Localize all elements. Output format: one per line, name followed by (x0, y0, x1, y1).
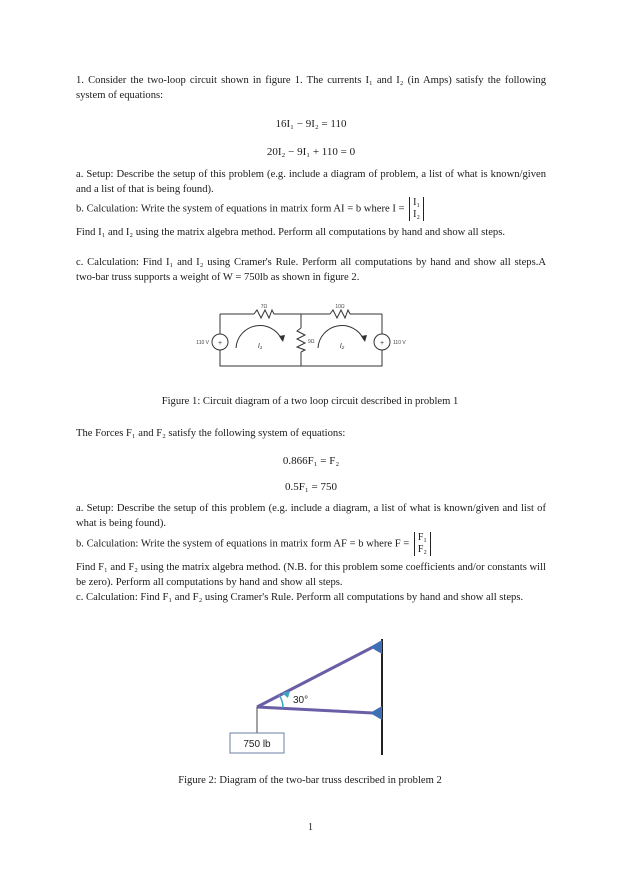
loop-1-arrowhead (279, 335, 285, 342)
label-right-source: 110 V (393, 340, 406, 346)
right-source-plus: + (379, 340, 385, 347)
problem-2-cramer: c. Calculation: Find F₁ and F₂ using Cramer's Rule. Perform all computations by hand and show all steps. (76, 592, 524, 603)
figure-1-caption: Figure 1: Circuit diagram of a two loop circuit described in problem 1 (161, 396, 459, 407)
upper-support-icon (370, 640, 382, 654)
label-loop-2: I₂ (339, 343, 345, 350)
problem-2-calculation-prefix: b. Calculation: Write the system of equations in matrix form AF = b where F = (76, 538, 410, 550)
problem-2-intro: The Forces F₁ and F₂ satisfy the following system of equations: (76, 428, 346, 439)
loop-2-arrowhead (361, 335, 367, 342)
problem-1-setup: a. Setup: Describe the setup of this problem (e.g. include a diagram of problem, a list of what is known/given and a list of that is being found). (76, 169, 546, 195)
figure-2-caption: Figure 2: Diagram of the two-bar truss described in problem 2 (178, 775, 442, 786)
current-vector (409, 197, 424, 221)
resistor-7-ohm (254, 310, 274, 318)
problem-1-intro: 1. Consider the two-loop circuit shown in figure 1. The currents I₁ and I₂ (in Amps) satisfy the following system of equations: (76, 75, 546, 101)
problem-2-setup: a. Setup: Describe the setup of this problem (e.g. include a diagram, a list of what is known/given and list of what is being found). (76, 503, 546, 529)
angle-label: 30° (293, 695, 309, 706)
label-r3: 9Ω (308, 339, 315, 345)
label-r1: 7Ω (260, 304, 268, 310)
label-r2: 10Ω (335, 304, 345, 310)
lower-support-icon (370, 706, 382, 720)
force-vector-entry-2: F₂ (417, 544, 427, 555)
angle-arc (279, 695, 283, 708)
vector-entry-2: I₂ (413, 209, 420, 220)
equation-1-1: 16I₁ − 9I₂ = 110 (275, 118, 347, 130)
weight-label: 750 lb (243, 739, 271, 750)
truss-bar-upper (257, 647, 373, 707)
left-source-plus: + (217, 340, 223, 347)
resistor-9-ohm (297, 328, 305, 352)
problem-2-calculation-line (76, 532, 546, 556)
equation-2-2: 0.5F₁ = 750 (285, 481, 337, 493)
problem-1-calculation-rest: Find I₁ and I₂ using the matrix algebra method. Perform all computations by hand and show all steps. (76, 227, 505, 238)
truss-bar-lower (257, 707, 373, 713)
circuit-diagram (190, 300, 430, 380)
truss-diagram (215, 635, 395, 765)
force-vector (414, 532, 431, 556)
label-left-source: 110 V (196, 340, 209, 346)
label-loop-1: I₁ (257, 343, 263, 350)
problem-2-calculation-rest: Find F₁ and F₂ using the matrix algebra method. (N.B. for this problem some coefficients and/or constants will be zero). Perform all computations by hand and show all steps. (76, 562, 546, 588)
equation-1-2: 20I₂ − 9I₁ + 110 = 0 (266, 146, 356, 158)
equation-2-1: 0.866F₁ = F₂ (282, 455, 340, 467)
problem-1-calculation-line (76, 197, 546, 221)
problem-1-calculation-prefix: b. Calculation: Write the system of equations in matrix form AI = b where I = (76, 203, 405, 215)
page-number: 1 (308, 822, 313, 833)
vector-entry-1: I₁ (413, 197, 420, 208)
resistor-10-ohm (330, 310, 350, 318)
force-vector-entry-1: F₁ (417, 532, 427, 543)
problem-1-cramer: c. Calculation: Find I₁ and I₂ using Cramer's Rule. Perform all computations by hand and show all steps.A two-bar truss supports a weight of W = 750lb as shown in figure 2. (76, 257, 546, 283)
